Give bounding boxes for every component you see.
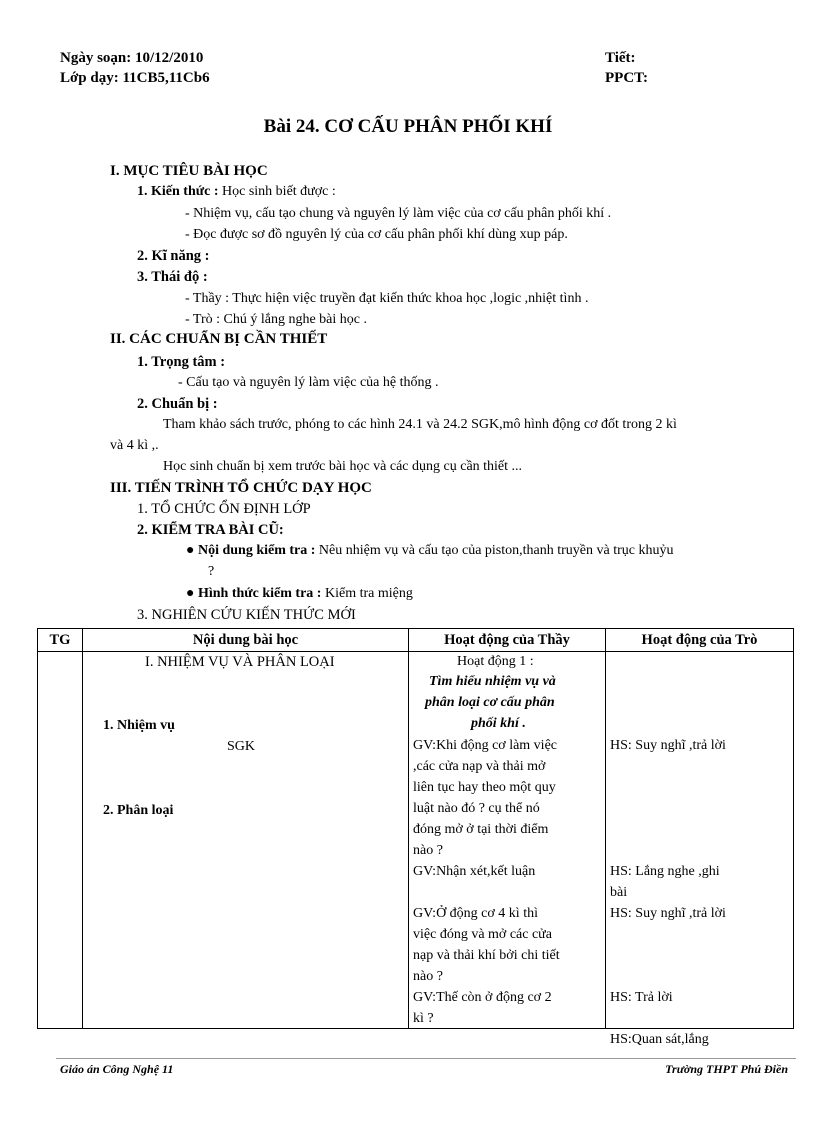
teacher-question: kì ?	[413, 1011, 434, 1026]
attitude-item: - Thầy : Thực hiện việc truyền đạt kiến thức khoa học ,logic ,nhiệt tình .	[185, 291, 589, 306]
teacher-question: liên tục hay theo một quy	[413, 780, 556, 795]
teacher-question: nạp và thải khí bởi chi tiết	[413, 948, 560, 963]
section-preparation-heading: II. CÁC CHUẨN BỊ CẦN THIẾT	[110, 331, 328, 347]
student-response: bài	[610, 885, 628, 900]
teacher-question: việc đóng và mở các cửa	[413, 927, 552, 942]
cell-student	[606, 652, 794, 1047]
content-heading: I. NHIỆM VỤ VÀ PHÂN LOẠI	[145, 654, 335, 670]
teacher-conclusion: GV:Nhận xét,kết luận	[413, 864, 536, 879]
prepare-text-cont: và 4 kì ,.	[110, 438, 159, 453]
check-form-label: Hình thức kiểm tra :	[197, 586, 322, 601]
student-response: HS: Trả lời	[610, 990, 673, 1005]
footer-right: Trường THPT Phú Điền	[665, 1062, 788, 1076]
cell-teacher	[409, 652, 606, 1029]
student-response: HS:Quan sát,lắng	[610, 1032, 709, 1047]
cell-content	[83, 652, 409, 1029]
ppct-label: PPCT:	[605, 70, 649, 86]
student-response: HS: Suy nghĩ ,trả lời	[610, 906, 726, 921]
teacher-question: ,các cửa nạp và thải mở	[413, 759, 546, 774]
new-knowledge-heading: 3. NGHIÊN CỨU KIẾN THỨC MỚI	[137, 607, 356, 623]
activity-label: Hoạt động 1 :	[457, 654, 534, 669]
footer-divider	[56, 1058, 796, 1059]
class-organization: 1. TỔ CHỨC ỔN ĐỊNH LỚP	[137, 501, 311, 517]
page-title: Bài 24. CƠ CẤU PHÂN PHỐI KHÍ	[263, 116, 553, 137]
prepare-text: Tham khảo sách trước, phóng to các hình 24.1 và 24.2 SGK,mô hình động cơ đốt trong 2 kì	[163, 417, 677, 432]
header-tg: TG	[38, 629, 83, 652]
footer-left: Giáo án Công Nghệ 11	[60, 1062, 174, 1076]
header-teacher: Hoạt động của Thầy	[409, 629, 606, 652]
activity-title: phân loại cơ cấu phân	[425, 695, 555, 710]
knowledge-line	[137, 184, 336, 200]
date-prepared: Ngày soạn: 10/12/2010	[60, 50, 204, 66]
section-process-heading: III. TIẾN TRÌNH TỔ CHỨC DẠY HỌC	[110, 480, 372, 496]
knowledge-label: 1. Kiến thức :	[137, 184, 219, 199]
teacher-question: GV:Ở động cơ 4 kì thì	[413, 906, 538, 921]
knowledge-text: Học sinh biết được :	[218, 184, 336, 199]
check-old-lesson: 2. KIỂM TRA BÀI CŨ:	[137, 522, 284, 538]
content-classification: 2. Phân loại	[103, 803, 174, 818]
teacher-question: GV:Thế còn ở động cơ 2	[413, 990, 552, 1005]
section-objectives-heading: I. MỤC TIÊU BÀI HỌC	[110, 163, 268, 179]
table-header-row	[38, 629, 794, 652]
teacher-question: đóng mở ở tại thời điểm	[413, 822, 549, 837]
bullet-icon: ●	[186, 586, 198, 601]
check-content-line	[186, 543, 674, 559]
teacher-question: nào ?	[413, 843, 443, 858]
check-content-cont: ?	[208, 564, 215, 579]
table-row	[38, 652, 794, 1029]
cell-time	[38, 652, 83, 1029]
bullet-icon: ●	[186, 543, 198, 558]
student-response: HS: Suy nghĩ ,trả lời	[610, 738, 726, 753]
header-student: Hoạt động của Trò	[606, 629, 794, 652]
teacher-question: luật nào đó ? cụ thể nó	[413, 801, 540, 816]
student-prepare-text: Học sinh chuẩn bị xem trước bài học và các dụng cụ cần thiết ...	[163, 459, 523, 474]
focus-item: - Cấu tạo và nguyên lý làm việc của hệ thống .	[178, 375, 439, 390]
content-duty: 1. Nhiệm vụ	[103, 718, 175, 733]
knowledge-item: - Nhiệm vụ, cấu tạo chung và nguyên lý làm việc của cơ cấu phân phối khí .	[185, 206, 612, 221]
lesson-period: Tiết:	[605, 50, 636, 66]
lesson-table	[37, 628, 794, 1047]
activity-title: Tìm hiểu nhiệm vụ và	[429, 674, 556, 689]
attitude-item: - Trò : Chú ý lắng nghe bài học .	[185, 312, 367, 327]
teacher-question: GV:Khi động cơ làm việc	[413, 738, 557, 753]
check-content-text: Nêu nhiệm vụ và cấu tạo của piston,thanh truyền và trục khuỷu	[315, 543, 674, 558]
class-taught: Lớp dạy: 11CB5,11Cb6	[60, 70, 210, 86]
teacher-question: nào ?	[413, 969, 443, 984]
student-response: HS: Lắng nghe ,ghi	[610, 864, 720, 879]
check-content-label: Nội dung kiểm tra :	[197, 543, 316, 558]
prepare-label: 2. Chuẩn bị :	[137, 396, 218, 412]
check-form-text: Kiểm tra miệng	[321, 586, 413, 601]
attitude-label: 3. Thái độ :	[137, 269, 208, 285]
check-form-line	[186, 586, 413, 602]
focus-label: 1. Trọng tâm :	[137, 354, 226, 370]
activity-title: phối khí .	[471, 716, 526, 731]
content-sgk: SGK	[227, 739, 256, 754]
skills-label: 2. Kĩ năng :	[137, 248, 210, 264]
header-content: Nội dung bài học	[83, 629, 409, 652]
knowledge-item: - Đọc được sơ đồ nguyên lý của cơ cấu phân phối khí dùng xup páp.	[185, 227, 568, 242]
